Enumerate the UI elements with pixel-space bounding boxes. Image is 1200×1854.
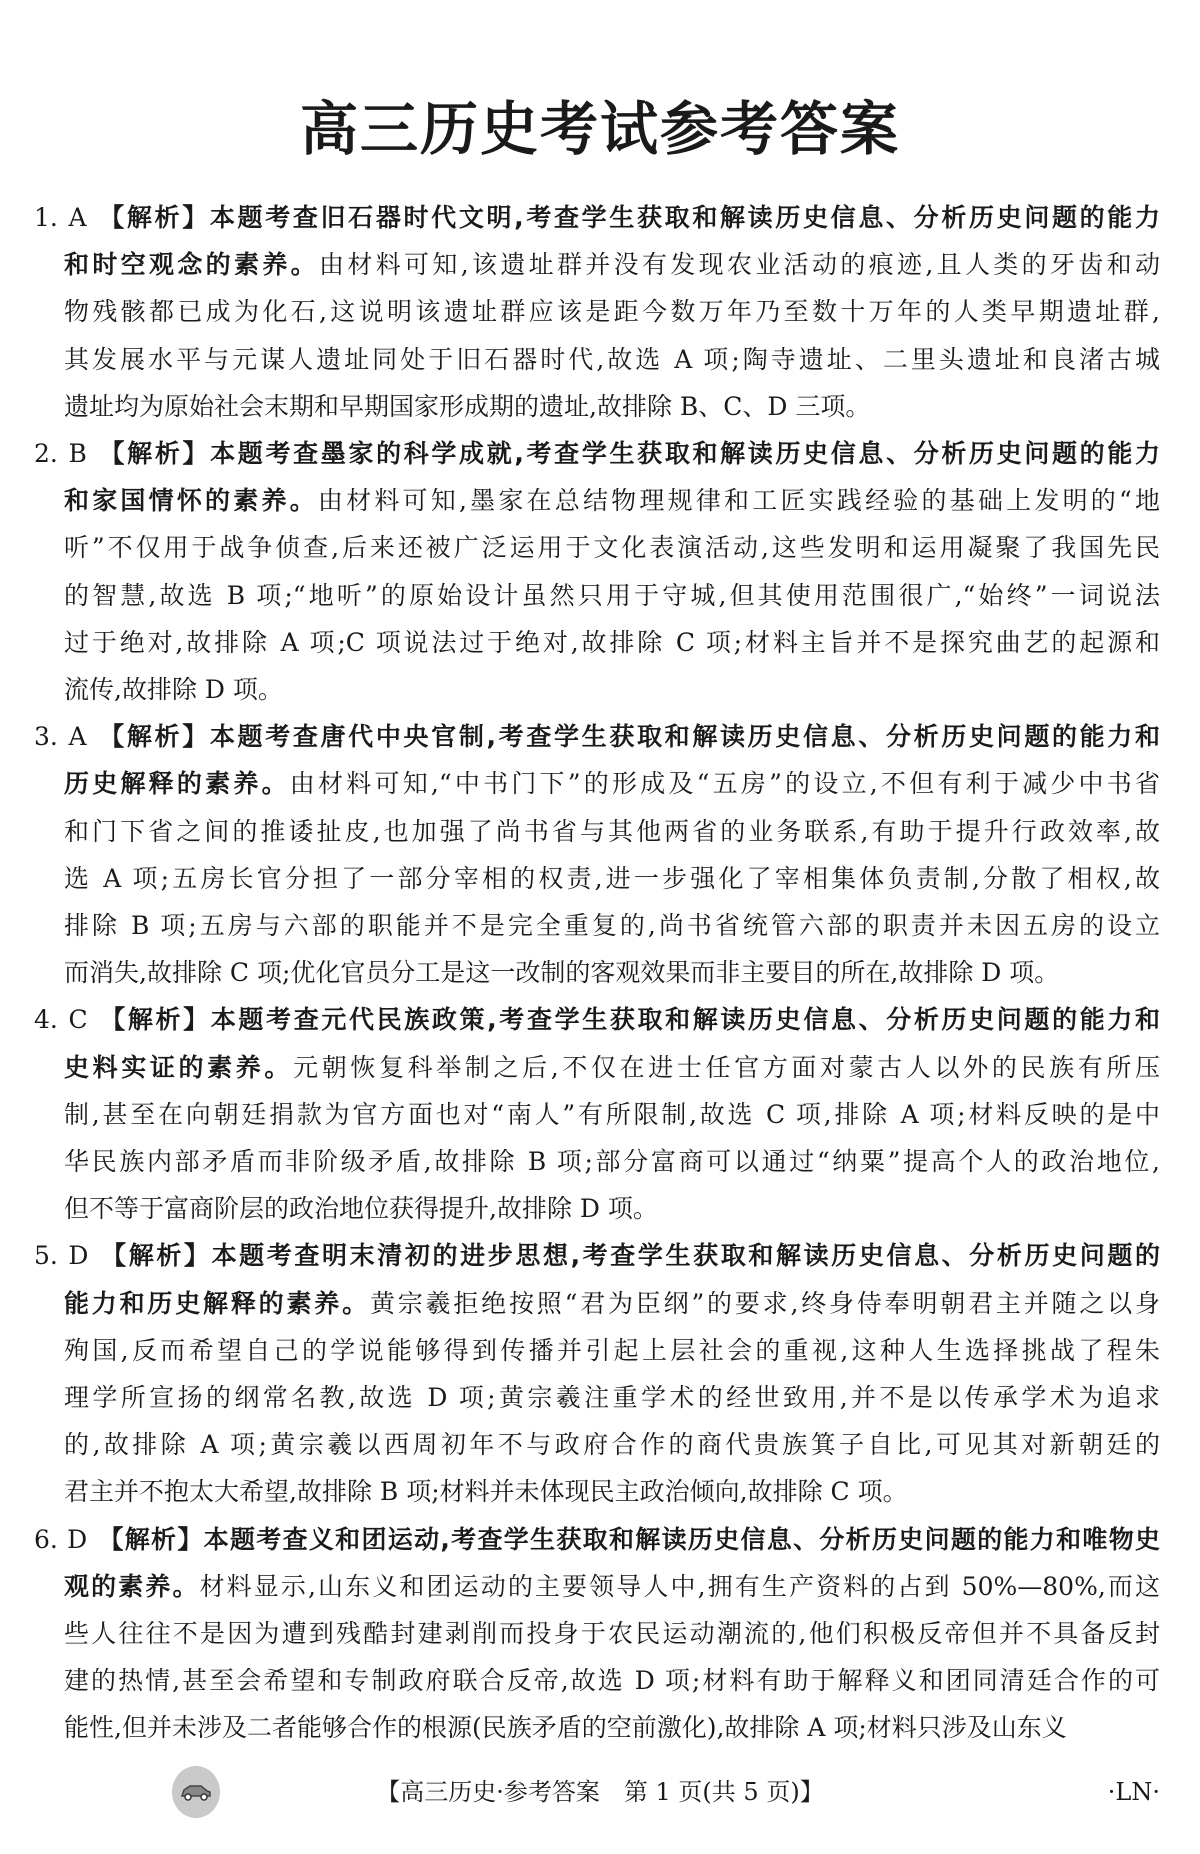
- answer-text: 理学所宣扬的纲常名教,故选 D 项;黄宗羲注重学术的经世致用,并不是以传承学术为追求: [64, 1383, 1160, 1412]
- answer-line: [64, 1657, 1160, 1704]
- bold-summary: 本题考查墨家的科学成就,考查学生获取和解读历史信息、分析历史问题的能力: [210, 439, 1160, 468]
- answer-line: [64, 619, 1160, 666]
- bold-summary: 本题考查元代民族政策,考查学生获取和解读历史信息、分析历史问题的能力和: [210, 1005, 1160, 1035]
- bold-summary: 本题考查明末清初的进步思想,考查学生获取和解读历史信息、分析历史问题的: [211, 1241, 1160, 1271]
- bold-summary: 本题考查旧石器时代文明,考查学生获取和解读历史信息、分析历史问题的能力: [209, 203, 1160, 232]
- answer-line: [64, 760, 1160, 807]
- answer-line: [64, 383, 1160, 430]
- answer-line: [64, 1610, 1160, 1657]
- answer-line: [64, 1185, 1160, 1232]
- answer-line: [64, 808, 1160, 855]
- analysis-tag: 【解析】: [97, 1005, 211, 1035]
- answer-item-header: [34, 430, 1160, 477]
- answer-text: 听”不仅用于战争侦查,后来还被广泛运用于文化表演活动,这些发明和运用凝聚了我国先民: [64, 533, 1160, 563]
- answer-label: 6. D: [34, 1524, 88, 1554]
- answer-text: 的,故排除 A 项;黄宗羲以西周初年不与政府合作的商代贵族箕子自比,可见其对新朝廷的: [64, 1430, 1160, 1460]
- answer-text: 些人往往不是因为遭到残酷封建剥削而投身于农民运动潮流的,他们积极反帝但并不具备反封: [64, 1619, 1160, 1648]
- answer-line: [64, 1374, 1160, 1421]
- answer-text: 黄宗羲拒绝按照“君为臣纲”的要求,终身侍奉明朝君主并随之以身: [369, 1288, 1160, 1318]
- answer-text: 过于绝对,故排除 A 项;C 项说法过于绝对,故排除 C 项;材料主旨并不是探究曲艺的起源和: [64, 627, 1160, 657]
- answer-item-header: [34, 996, 1160, 1043]
- answer-label: 4. C: [34, 1005, 88, 1035]
- analysis-tag: 【解析】: [98, 1241, 212, 1271]
- footer-code: ·LN·: [1107, 1778, 1160, 1806]
- answer-line: [64, 524, 1160, 571]
- answer-item-header: [34, 1232, 1160, 1279]
- answer-line: [64, 1327, 1160, 1374]
- answer-text: 殉国,反而希望自己的学说能够得到传播并引起上层社会的重视,这种人生选择挑战了程朱: [64, 1335, 1160, 1365]
- answer-line: [64, 336, 1160, 383]
- answer-text: 制,甚至在向朝廷捐款为官方面也对“南人”有所限制,故选 C 项,排除 A 项;材料反映的是中: [64, 1099, 1160, 1129]
- answer-line: [64, 288, 1160, 335]
- answer-text: 的智慧,故选 B 项;“地听”的原始设计虽然只用于守城,但其使用范围很广,“始终”一词说法: [64, 580, 1160, 610]
- answer-line: [64, 1421, 1160, 1468]
- bold-summary: 本题考查唐代中央官制,考查学生获取和解读历史信息、分析历史问题的能力和: [209, 722, 1160, 752]
- bold-summary: 观的素养。: [64, 1571, 200, 1601]
- answer-text: 但不等于富商阶层的政治地位获得提升,故排除 D 项。: [64, 1194, 658, 1224]
- answer-label: 3. A: [34, 722, 87, 752]
- answer-line: [64, 1091, 1160, 1138]
- answer-line: [64, 1280, 1160, 1327]
- bold-summary: 历史解释的素养。: [64, 769, 290, 799]
- answer-label: 5. D: [34, 1241, 89, 1271]
- answer-text: 华民族内部矛盾而非阶级矛盾,故排除 B 项;部分富商可以通过“纳粟”提高个人的政治地位,: [64, 1147, 1160, 1176]
- answer-text: 而消失,故排除 C 项;优化官员分工是这一改制的客观效果而非主要目的所在,故排除 D 项。: [64, 958, 1060, 988]
- bold-summary: 和时空观念的素养。: [64, 250, 320, 280]
- bold-summary: 和家国情怀的素养。: [64, 486, 318, 516]
- answer-text: 流传,故排除 D 项。: [64, 675, 283, 704]
- answer-line: [64, 572, 1160, 619]
- answer-line: [64, 902, 1160, 949]
- answer-text: 能性,但并未涉及二者能够合作的根源(民族矛盾的空前激化),故排除 A 项;材料只涉及山东义: [64, 1713, 1067, 1743]
- bold-summary: 能力和历史解释的素养。: [64, 1288, 370, 1318]
- answer-text: 材料显示,山东义和团运动的主要领导人中,拥有生产资料的占到 50%—80%,而这: [199, 1571, 1160, 1601]
- answer-text: 由材料可知,“中书门下”的形成及“五房”的设立,不但有利于减少中书省: [289, 769, 1160, 799]
- analysis-tag: 【解析】: [96, 439, 211, 468]
- answer-text: 君主并不抱太大希望,故排除 B 项;材料并未体现民主政治倾向,故排除 C 项。: [64, 1477, 908, 1507]
- answer-text: 选 A 项;五房长官分担了一部分宰相的权责,进一步强化了宰相集体负责制,分散了相权,故: [64, 863, 1160, 893]
- answer-line: [64, 1563, 1160, 1610]
- answer-line: [64, 949, 1160, 996]
- answer-line: [64, 855, 1160, 902]
- analysis-tag: 【解析】: [97, 1524, 204, 1554]
- analysis-tag: 【解析】: [96, 722, 210, 752]
- answer-line: [64, 666, 1160, 713]
- answer-text: 物残骸都已成为化石,这说明该遗址群应该是距今数万年乃至数十万年的人类早期遗址群,: [64, 297, 1160, 327]
- page-title: 高三历史考试参考答案: [299, 95, 900, 163]
- answer-text: 由材料可知,墨家在总结物理规律和工匠实践经验的基础上发明的“地: [317, 486, 1160, 516]
- answer-line: [64, 1468, 1160, 1515]
- answer-text: 建的热情,甚至会希望和专制政府联合反帝,故选 D 项;材料有助于解释义和团同清廷合作的可: [64, 1666, 1160, 1696]
- answer-text: 由材料可知,该遗址群并没有发现农业活动的痕迹,且人类的牙齿和动: [319, 250, 1160, 280]
- answer-text: 元朝恢复科举制之后,不仅在进士任官方面对蒙古人以外的民族有所压: [293, 1052, 1160, 1082]
- answer-item-header: [34, 1516, 1160, 1563]
- answer-line: [64, 1138, 1160, 1185]
- answer-line: [64, 1044, 1160, 1091]
- answer-text: 其发展水平与元谋人遗址同处于旧石器时代,故选 A 项;陶寺遗址、二里头遗址和良渚古城: [64, 344, 1160, 374]
- bold-summary: 本题考查义和团运动,考查学生获取和解读历史信息、分析历史问题的能力和唯物史: [203, 1524, 1160, 1554]
- bold-summary: 史料实证的素养。: [64, 1052, 294, 1082]
- analysis-tag: 【解析】: [96, 203, 210, 232]
- answer-item-header: [34, 194, 1160, 241]
- page-footer: [0, 1772, 1200, 1812]
- answer-line: [64, 241, 1160, 288]
- answer-text: 排除 B 项;五房与六部的职能并不是完全重复的,尚书省统管六部的职责并未因五房的设立: [64, 911, 1160, 940]
- answer-label: 2. B: [34, 439, 87, 468]
- answer-text: 和门下省之间的推诿扯皮,也加强了尚书省与其他两省的业务联系,有助于提升行政效率,故: [64, 816, 1160, 846]
- answer-text: 遗址均为原始社会末期和早期国家形成期的遗址,故排除 B、C、D 三项。: [64, 391, 871, 421]
- answer-label: 1. A: [34, 203, 87, 232]
- answer-line: [64, 477, 1160, 524]
- answer-item-header: [34, 713, 1160, 760]
- footer-page-info: 【高三历史·参考答案 第 1 页(共 5 页)】: [376, 1778, 824, 1806]
- answer-line: [64, 1704, 1160, 1751]
